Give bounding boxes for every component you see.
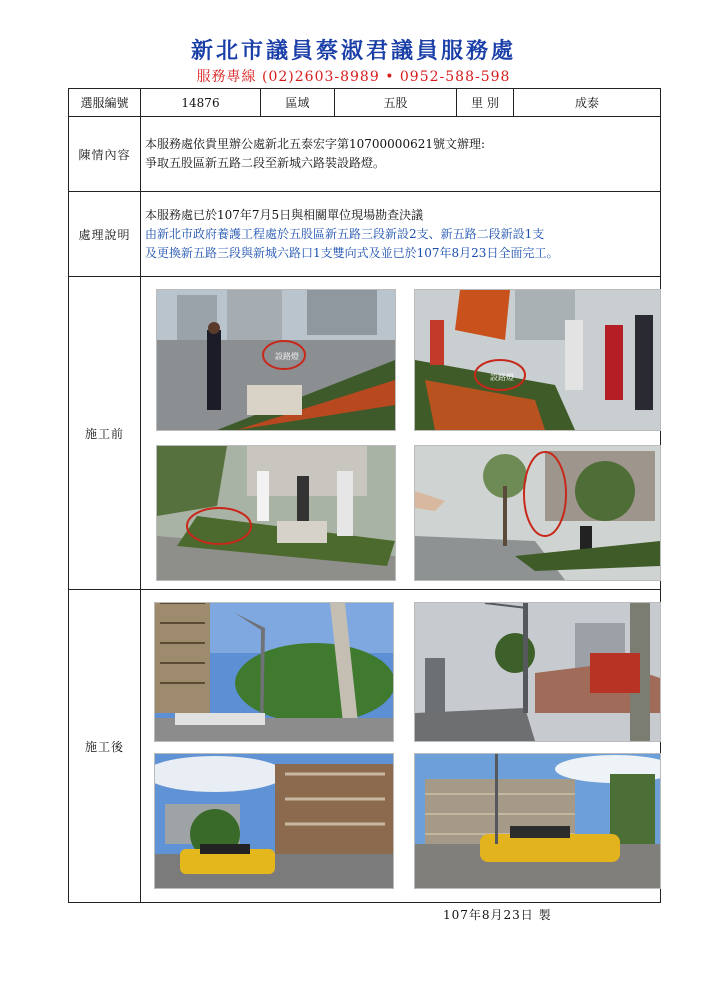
service-record-table xyxy=(68,88,661,903)
before-photo-1 xyxy=(156,289,396,431)
after-row xyxy=(69,590,661,903)
photo-note-2: 設路燈 xyxy=(490,373,514,382)
village-label: 里 別 xyxy=(457,89,514,117)
before-photo-4 xyxy=(414,445,661,581)
handling-line-1: 本服務處已於107年7月5日與相關單位現場勘查決議 xyxy=(145,207,424,222)
after-photo-1 xyxy=(154,602,394,742)
after-photo-2 xyxy=(414,602,661,742)
handling-line-2: 由新北市政府養護工程處於五股區新五路三段新設2支、新五路二段新設1支 xyxy=(145,226,545,241)
after-label: 施工後 xyxy=(69,590,141,903)
before-photo-2 xyxy=(414,289,661,431)
district-label: 區域 xyxy=(261,89,335,117)
before-photos xyxy=(141,277,661,590)
handling-line-3: 及更換新五路三段與新城六路口1支雙向式及並已於107年8月23日全面完工。 xyxy=(145,245,559,260)
petition-line-2: 爭取五股區新五路二段至新城六路裝設路燈。 xyxy=(145,156,386,170)
handling-content xyxy=(141,192,661,277)
before-photo-3 xyxy=(156,445,396,581)
after-photo-3 xyxy=(154,753,394,889)
petition-content xyxy=(141,117,661,192)
date-made: 107年8月23日 製 xyxy=(443,908,552,922)
petition-label: 陳情內容 xyxy=(69,117,141,192)
after-photo-4 xyxy=(414,753,661,889)
case-no-value: 14876 xyxy=(141,89,261,117)
handling-row xyxy=(69,192,661,277)
page-title: 新北市議員蔡淑君議員服務處 xyxy=(190,38,516,64)
case-no-label: 選服編號 xyxy=(69,89,141,117)
handling-label: 處理說明 xyxy=(69,192,141,277)
district-value: 五股 xyxy=(335,89,457,117)
before-label: 施工前 xyxy=(69,277,141,590)
photo-note-1: 設路燈 xyxy=(275,352,299,361)
service-hotline: 服務專線 (02)2603-8989 • 0952-588-598 xyxy=(196,69,511,85)
petition-line-1: 本服務處依貴里辦公處新北五泰宏字第10700000621號文辦理: xyxy=(145,137,486,151)
case-info-row xyxy=(69,89,661,117)
petition-row xyxy=(69,117,661,192)
village-value: 成泰 xyxy=(514,89,661,117)
before-row xyxy=(69,277,661,590)
after-photos xyxy=(141,590,661,903)
